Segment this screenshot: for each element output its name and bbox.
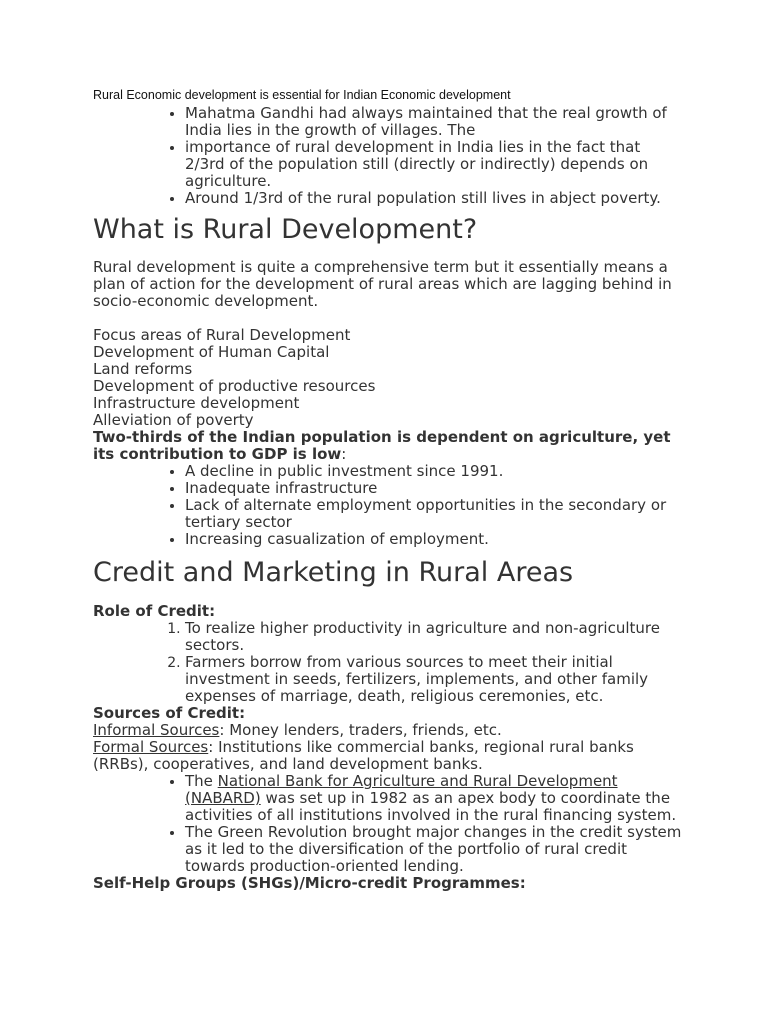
informal-sources	[93, 722, 683, 739]
list-item: • Inadequate infrastructure	[185, 480, 683, 497]
formal-sources-link[interactable]: Formal Sources	[93, 738, 209, 756]
formal-sources-text: : Institutions like commercial banks, regional rural banks (RRBs), cooperatives, and land development banks.	[93, 738, 634, 773]
intro-bullet-list	[93, 105, 683, 207]
rural-development-paragraph: Rural development is quite a comprehensive term but it essentially means a plan of action for the development of rural areas which are lagging behind in socio-economic development.	[93, 258, 672, 310]
list-item: 1. To realize higher productivity in agriculture and non-agriculture sectors.	[185, 620, 683, 654]
heading-credit-marketing: Credit and Marketing in Rural Areas	[93, 557, 574, 588]
focus-line: Infrastructure development	[93, 394, 300, 412]
nabard-post: was set up in 1982 as an apex body to coordinate the activities of all institutions involved in the rural financing system.	[185, 789, 677, 824]
focus-areas	[93, 327, 683, 429]
shg-heading: Self-Help Groups (SHGs)/Micro-credit Programmes:	[93, 874, 526, 892]
focus-line: Land reforms	[93, 360, 193, 378]
two-thirds-statement	[93, 429, 683, 463]
heading-rural-development: What is Rural Development?	[93, 214, 478, 245]
reasons-list	[93, 463, 683, 548]
nabard-pre: The	[185, 772, 218, 790]
credit-bullets	[93, 773, 683, 875]
list-item: • The Green Revolution brought major changes in the credit system as it led to the diversification of the portfolio of rural credit towards production-oriented lending.	[185, 824, 683, 875]
nabard-link[interactable]: National Bank for Agriculture and Rural Development (NABARD)	[185, 772, 618, 807]
informal-sources-text: : Money lenders, traders, friends, etc.	[219, 721, 502, 739]
document-page	[93, 86, 683, 892]
focus-line: Development of productive resources	[93, 377, 376, 395]
list-item: • Mahatma Gandhi had always maintained that the real growth of India lies in the growth of villages. The	[185, 105, 683, 139]
list-item: 2. Farmers borrow from various sources to meet their initial investment in seeds, fertilizers, implements, and other family expenses of marriage, death, religious ceremonies, etc.	[185, 654, 683, 705]
role-of-credit-list	[93, 620, 683, 705]
focus-line: Development of Human Capital	[93, 343, 330, 361]
role-of-credit-heading: Role of Credit:	[93, 602, 216, 620]
formal-sources	[93, 739, 683, 773]
list-item: • Around 1/3rd of the rural population still lives in abject poverty.	[185, 190, 683, 207]
focus-line: Focus areas of Rural Development	[93, 326, 351, 344]
two-thirds-bold: Two-thirds of the Indian population is dependent on agriculture, yet its contribution to GDP is low	[93, 428, 671, 463]
list-item: • importance of rural development in India lies in the fact that 2/3rd of the population still (directly or indirectly) depends on agriculture.	[185, 139, 683, 190]
list-item: • Lack of alternate employment opportunities in the secondary or tertiary sector	[185, 497, 683, 531]
list-item	[185, 773, 683, 824]
list-item: • A decline in public investment since 1991.	[185, 463, 683, 480]
intro-line: Rural Economic development is essential for Indian Economic development	[93, 88, 511, 102]
list-item: • Increasing casualization of employment.	[185, 531, 683, 548]
sources-of-credit-heading: Sources of Credit:	[93, 704, 246, 722]
focus-line: Alleviation of poverty	[93, 411, 254, 429]
two-thirds-colon: :	[341, 445, 347, 463]
informal-sources-link[interactable]: Informal Sources	[93, 721, 220, 739]
